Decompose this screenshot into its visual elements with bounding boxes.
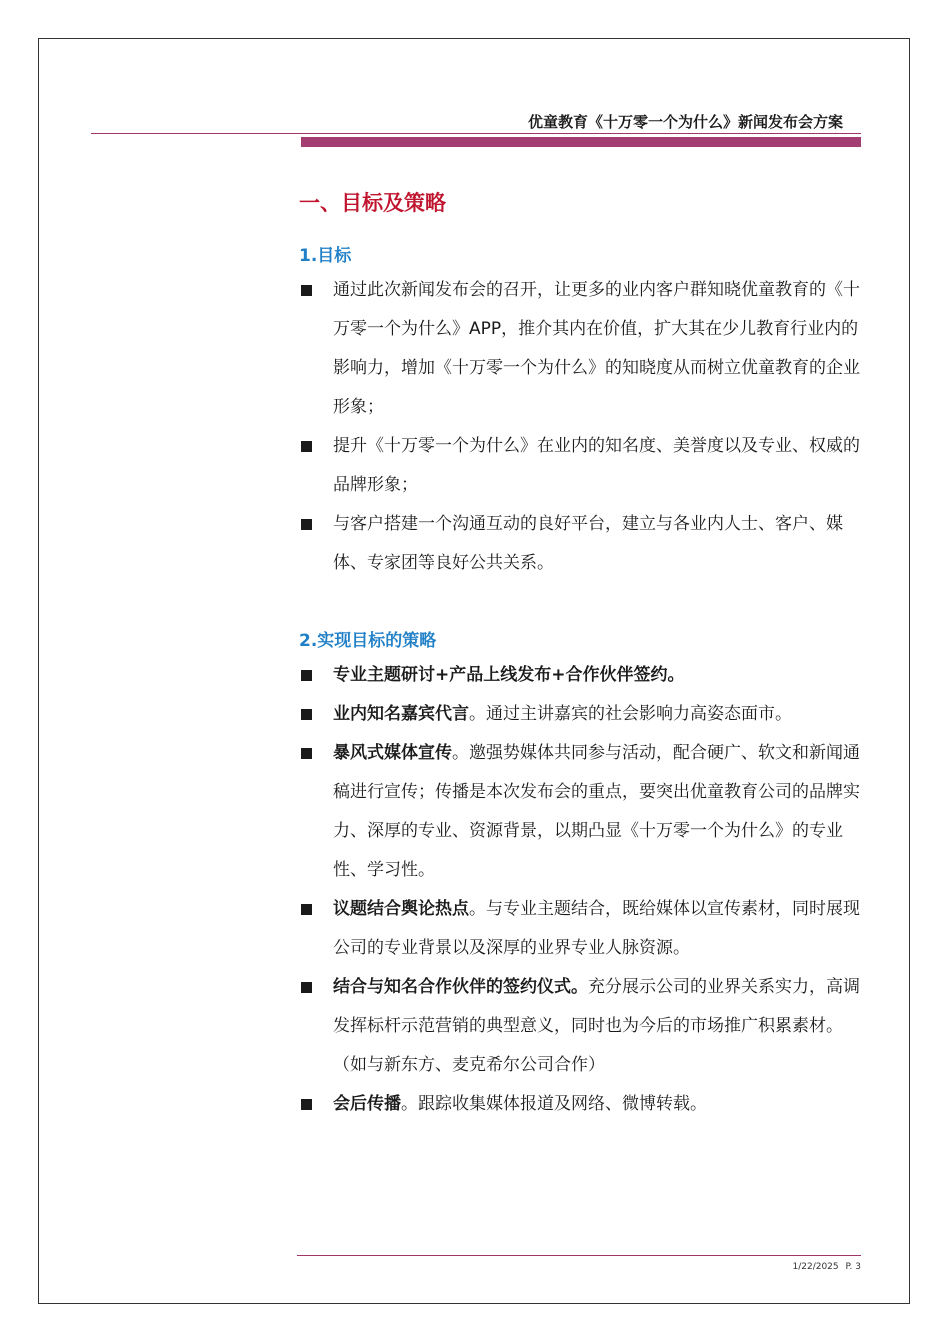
- header-title: 优童教育《十万零一个为什么》新闻发布会方案: [527, 113, 843, 131]
- section-heading: 一、目标及策略: [299, 191, 446, 215]
- strategy-item: [299, 1085, 861, 1124]
- strategy-text: 。跟踪收集媒体报道及网络、微博转载。: [401, 1094, 707, 1114]
- square-bullet-icon: [301, 519, 312, 530]
- strategy-lead: 会后传播: [333, 1094, 401, 1114]
- goal-item: [299, 271, 861, 427]
- strategy-lead: 议题结合舆论热点: [333, 899, 469, 919]
- strategy-text: 。通过主讲嘉宾的社会影响力高姿态面市。: [469, 704, 792, 724]
- header-accent-bar: [301, 137, 861, 147]
- goal-text: 与客户搭建一个沟通互动的良好平台，建立与各业内人士、客户、媒体、专家团等良好公共关系。: [333, 514, 843, 573]
- strategy-lead: 暴风式媒体宣传: [333, 743, 452, 763]
- strategy-item: [299, 734, 861, 890]
- strategy-item: [299, 656, 861, 695]
- strategy-text: 。与专业主题结合，既给媒体以宣传素材，同时展现公司的专业背景以及深厚的业界专业人脉资源。: [333, 899, 860, 958]
- square-bullet-icon: [301, 670, 312, 681]
- square-bullet-icon: [301, 441, 312, 452]
- square-bullet-icon: [301, 1099, 312, 1110]
- strategy-item: [299, 968, 861, 1085]
- strategy-heading: 2.实现目标的策略: [299, 631, 437, 651]
- strategy-item: [299, 890, 861, 968]
- strategy-text: 。邀强势媒体共同参与活动，配合硬广、软文和新闻通稿进行宣传；传播是本次发布会的重点，要突出优童教育公司的品牌实力、深厚的专业、资源背景，以期凸显《十万零一个为什么》的专业性、学习性。: [333, 743, 860, 880]
- strategy-list: [299, 656, 861, 1124]
- strategy-lead: 结合与知名合作伙伴的签约仪式。: [333, 977, 588, 997]
- strategy-text: 充分展示公司的业界关系实力，高调发挥标杆示范营销的典型意义，同时也为今后的市场推广积累素材。（如与新东方、麦克希尔公司合作）: [333, 977, 860, 1075]
- goals-heading: 1.目标: [299, 246, 352, 266]
- square-bullet-icon: [301, 285, 312, 296]
- square-bullet-icon: [301, 982, 312, 993]
- strategy-lead: 业内知名嘉宾代言: [333, 704, 469, 724]
- page-number: P. 3: [845, 1262, 861, 1272]
- square-bullet-icon: [301, 904, 312, 915]
- document-page: [38, 38, 910, 1304]
- goals-list: [299, 271, 861, 583]
- goal-text: 通过此次新闻发布会的召开，让更多的业内客户群知晓优童教育的《十万零一个为什么》APP，推介其内在价值，扩大其在少儿教育行业内的影响力，增加《十万零一个为什么》的知晓度从而树立优童教育的企业形象；: [333, 280, 860, 417]
- square-bullet-icon: [301, 748, 312, 759]
- footer-date: 1/22/2025: [792, 1262, 839, 1272]
- strategy-lead: 专业主题研讨+产品上线发布+合作伙伴签约。: [333, 665, 685, 685]
- footer-rule: [297, 1255, 861, 1256]
- goal-item: [299, 427, 861, 505]
- footer: [788, 1262, 861, 1272]
- goal-text: 提升《十万零一个为什么》在业内的知名度、美誉度以及专业、权威的品牌形象；: [333, 436, 860, 495]
- header-rule: [91, 133, 861, 134]
- strategy-item: [299, 695, 861, 734]
- square-bullet-icon: [301, 709, 312, 720]
- goal-item: [299, 505, 861, 583]
